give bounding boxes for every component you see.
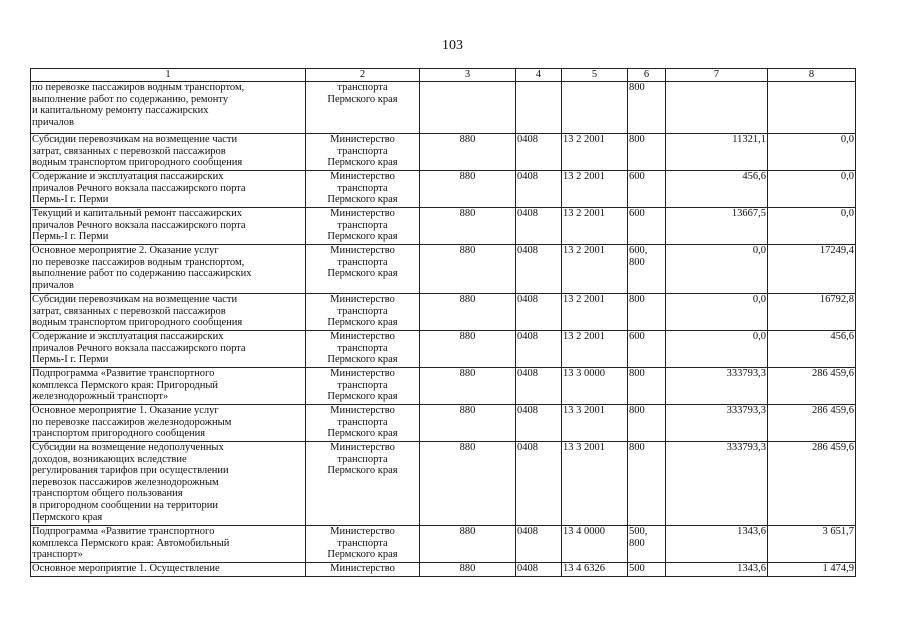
cell-amount-1: 13667,5 <box>666 208 768 245</box>
cell-section: 0408 <box>516 526 562 563</box>
cell-grbs <box>420 82 516 134</box>
cell-expense-type: 500 <box>628 563 666 577</box>
cell-target-article: 13 2 2001 <box>562 331 628 368</box>
cell-section: 0408 <box>516 208 562 245</box>
cell-target-article: 13 3 2001 <box>562 442 628 526</box>
cell-grbs: 880 <box>420 405 516 442</box>
cell-name: Основное мероприятие 2. Оказание услуг по перевозке пассажиров водным транспортом, выполнение работ по содержанию пассажирских причалов <box>31 245 306 294</box>
table-row <box>31 171 856 208</box>
cell-amount-1: 0,0 <box>666 245 768 294</box>
page-number: 103 <box>442 38 463 53</box>
cell-expense-type: 800 <box>628 82 666 134</box>
cell-administrator: Министерство <box>306 563 420 577</box>
cell-grbs: 880 <box>420 331 516 368</box>
cell-amount-1: 1343,6 <box>666 526 768 563</box>
cell-amount-2: 0,0 <box>768 171 856 208</box>
cell-target-article: 13 2 2001 <box>562 134 628 171</box>
cell-expense-type: 800 <box>628 294 666 331</box>
cell-expense-type: 600 <box>628 208 666 245</box>
cell-name: по перевозке пассажиров водным транспортом, выполнение работ по содержанию, ремонту и капитальному ремонту пассажирских причалов <box>31 82 306 134</box>
cell-amount-1: 333793,3 <box>666 405 768 442</box>
cell-amount-2: 1 474,9 <box>768 563 856 577</box>
cell-target-article: 13 4 6326 <box>562 563 628 577</box>
header-cell: 7 <box>666 69 768 82</box>
budget-table <box>30 68 856 577</box>
cell-section <box>516 82 562 134</box>
cell-administrator: Министерство транспорта Пермского края <box>306 405 420 442</box>
header-cell: 1 <box>31 69 306 82</box>
cell-section: 0408 <box>516 294 562 331</box>
cell-amount-2: 17249,4 <box>768 245 856 294</box>
cell-amount-2: 286 459,6 <box>768 368 856 405</box>
cell-administrator: Министерство транспорта Пермского края <box>306 368 420 405</box>
cell-name: Основное мероприятие 1. Оказание услуг по перевозке пассажиров железнодорожным транспортом пригородного сообщения <box>31 405 306 442</box>
cell-section: 0408 <box>516 442 562 526</box>
table-row <box>31 331 856 368</box>
cell-target-article: 13 4 0000 <box>562 526 628 563</box>
cell-expense-type: 800 <box>628 442 666 526</box>
cell-target-article: 13 2 2001 <box>562 208 628 245</box>
cell-administrator: Министерство транспорта Пермского края <box>306 208 420 245</box>
header-cell: 2 <box>306 69 420 82</box>
cell-amount-2: 286 459,6 <box>768 405 856 442</box>
cell-name: Субсидии перевозчикам на возмещение части затрат, связанных с перевозкой пассажиров водным транспортом пригородного сообщения <box>31 134 306 171</box>
cell-target-article <box>562 82 628 134</box>
header-cell: 8 <box>768 69 856 82</box>
table-row <box>31 82 856 134</box>
cell-amount-1: 333793,3 <box>666 368 768 405</box>
cell-administrator: Министерство транспорта Пермского края <box>306 526 420 563</box>
table-row <box>31 563 856 577</box>
cell-administrator: Министерство транспорта Пермского края <box>306 442 420 526</box>
cell-name: Текущий и капитальный ремонт пассажирских причалов Речного вокзала пассажирского порта Пермь-I г. Перми <box>31 208 306 245</box>
cell-grbs: 880 <box>420 171 516 208</box>
table-row <box>31 442 856 526</box>
cell-expense-type: 600 <box>628 331 666 368</box>
cell-amount-1: 0,0 <box>666 331 768 368</box>
cell-section: 0408 <box>516 563 562 577</box>
cell-section: 0408 <box>516 134 562 171</box>
cell-amount-2: 16792,8 <box>768 294 856 331</box>
cell-amount-2: 0,0 <box>768 134 856 171</box>
cell-administrator: Министерство транспорта Пермского края <box>306 134 420 171</box>
cell-expense-type: 600 <box>628 171 666 208</box>
table-row <box>31 405 856 442</box>
table-body <box>31 82 856 577</box>
cell-amount-2: 0,0 <box>768 208 856 245</box>
cell-amount-1: 456,6 <box>666 171 768 208</box>
cell-amount-2: 286 459,6 <box>768 442 856 526</box>
cell-target-article: 13 3 0000 <box>562 368 628 405</box>
cell-name: Подпрограмма «Развитие транспортного комплекса Пермского края: Автомобильный транспорт» <box>31 526 306 563</box>
cell-grbs: 880 <box>420 208 516 245</box>
cell-grbs: 880 <box>420 294 516 331</box>
table-row <box>31 368 856 405</box>
cell-name: Содержание и эксплуатация пассажирских причалов Речного вокзала пассажирского порта Пермь-I г. Перми <box>31 331 306 368</box>
cell-amount-1: 11321,1 <box>666 134 768 171</box>
cell-name: Субсидии перевозчикам на возмещение части затрат, связанных с перевозкой пассажиров водным транспортом пригородного сообщения <box>31 294 306 331</box>
cell-amount-1 <box>666 82 768 134</box>
cell-target-article: 13 3 2001 <box>562 405 628 442</box>
cell-administrator: транспорта Пермского края <box>306 82 420 134</box>
cell-target-article: 13 2 2001 <box>562 294 628 331</box>
cell-administrator: Министерство транспорта Пермского края <box>306 294 420 331</box>
cell-grbs: 880 <box>420 134 516 171</box>
table-row <box>31 134 856 171</box>
cell-name: Субсидии на возмещение недополученных доходов, возникающих вследствие регулирования тарифов при осуществлении перевозок пассажиров железнодорожным транспортом общего пользования в пригородном сообщении на территории Пермского края <box>31 442 306 526</box>
table-row <box>31 526 856 563</box>
cell-target-article: 13 2 2001 <box>562 245 628 294</box>
cell-expense-type: 800 <box>628 134 666 171</box>
cell-section: 0408 <box>516 331 562 368</box>
cell-amount-2: 3 651,7 <box>768 526 856 563</box>
cell-grbs: 880 <box>420 368 516 405</box>
cell-name: Основное мероприятие 1. Осуществление <box>31 563 306 577</box>
table-row <box>31 245 856 294</box>
cell-administrator: Министерство транспорта Пермского края <box>306 171 420 208</box>
cell-amount-1: 0,0 <box>666 294 768 331</box>
header-cell: 3 <box>420 69 516 82</box>
table-row <box>31 208 856 245</box>
cell-grbs: 880 <box>420 245 516 294</box>
cell-amount-1: 1343,6 <box>666 563 768 577</box>
cell-administrator: Министерство транспорта Пермского края <box>306 331 420 368</box>
cell-name: Содержание и эксплуатация пассажирских причалов Речного вокзала пассажирского порта Пермь-I г. Перми <box>31 171 306 208</box>
cell-amount-1: 333793,3 <box>666 442 768 526</box>
cell-name: Подпрограмма «Развитие транспортного комплекса Пермского края: Пригородный железнодорожный транспорт» <box>31 368 306 405</box>
cell-section: 0408 <box>516 245 562 294</box>
table-row <box>31 294 856 331</box>
cell-expense-type: 600, 800 <box>628 245 666 294</box>
header-cell: 4 <box>516 69 562 82</box>
cell-expense-type: 800 <box>628 405 666 442</box>
cell-administrator: Министерство транспорта Пермского края <box>306 245 420 294</box>
header-cell: 5 <box>562 69 628 82</box>
cell-expense-type: 800 <box>628 368 666 405</box>
cell-section: 0408 <box>516 171 562 208</box>
cell-amount-2 <box>768 82 856 134</box>
cell-section: 0408 <box>516 405 562 442</box>
cell-amount-2: 456,6 <box>768 331 856 368</box>
cell-target-article: 13 2 2001 <box>562 171 628 208</box>
cell-section: 0408 <box>516 368 562 405</box>
cell-grbs: 880 <box>420 442 516 526</box>
cell-grbs: 880 <box>420 563 516 577</box>
cell-expense-type: 500, 800 <box>628 526 666 563</box>
header-row <box>31 69 856 82</box>
cell-grbs: 880 <box>420 526 516 563</box>
header-cell: 6 <box>628 69 666 82</box>
